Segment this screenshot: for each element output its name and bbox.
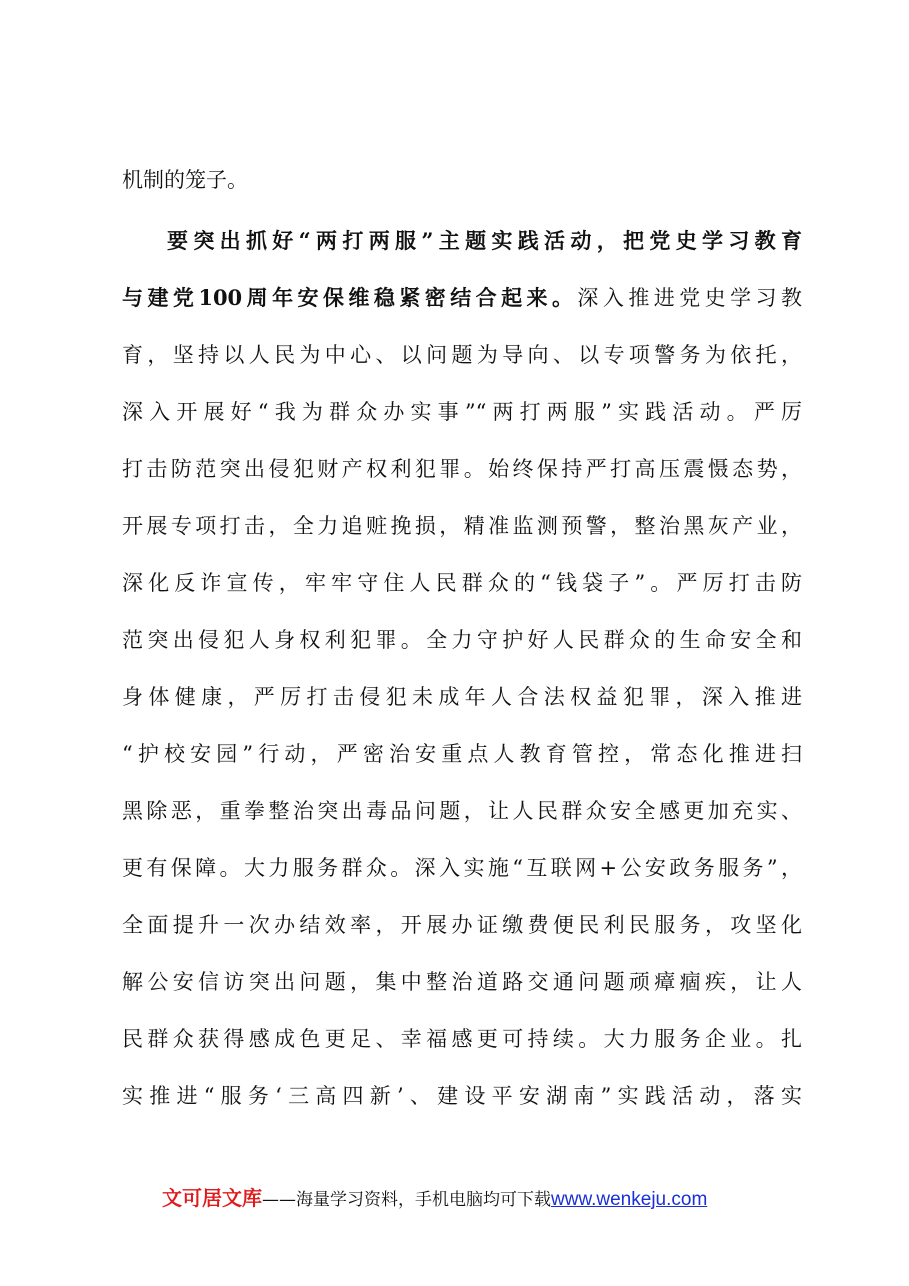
text-line-12: 黑除恶，重拳整治突出毒品问题，让人民群众安全感更加充实、 — [122, 799, 802, 823]
text-line-1: 机制的笼子。 — [122, 168, 248, 192]
footer-tagline: ——海量学习资料，手机电脑均可下载 — [262, 1190, 551, 1210]
text-line-11: “护校安园”行动，严密治安重点人教育管控，常态化推进扫 — [122, 742, 802, 766]
footer-brand: 文可居文库 — [162, 1186, 262, 1210]
text-line-5: 深入开展好“我为群众办实事”“两打两服”实践活动。严厉 — [122, 400, 802, 424]
text-line-3 — [122, 284, 802, 312]
footer-banner — [162, 1184, 782, 1212]
text-line-3-bold: 与建党100周年安保维稳紧密结合起来。 — [122, 285, 578, 310]
text-line-16: 民群众获得感成色更足、幸福感更可持续。大力服务企业。扎 — [122, 1027, 802, 1051]
text-line-6: 打击防范突出侵犯财产权利犯罪。始终保持严打高压震慑态势， — [122, 457, 802, 481]
text-line-2: 要突出抓好“两打两服”主题实践活动，把党史学习教育 — [167, 228, 802, 253]
text-line-10: 身体健康，严厉打击侵犯未成年人合法权益犯罪，深入推进 — [122, 685, 802, 709]
text-line-15: 解公安信访突出问题，集中整治道路交通问题顽瘴痼疾，让人 — [122, 970, 802, 994]
text-line-7: 开展专项打击，全力追赃挽损，精准监测预警，整治黑灰产业， — [122, 514, 802, 538]
text-line-14: 全面提升一次办结效率，开展办证缴费便民利民服务，攻坚化 — [122, 913, 802, 937]
footer-link[interactable]: www.wenkeju.com — [551, 1189, 708, 1210]
text-line-17: 实推进“服务‘三高四新’、建设平安湖南”实践活动，落实 — [122, 1084, 802, 1108]
text-line-13: 更有保障。大力服务群众。深入实施“互联网+公安政务服务”， — [122, 856, 802, 880]
text-line-3-rest: 深入推进党史学习教 — [577, 286, 802, 310]
text-line-8: 深化反诈宣传，牢牢守住人民群众的“钱袋子”。严厉打击防 — [122, 571, 802, 595]
text-line-9: 范突出侵犯人身权利犯罪。全力守护好人民群众的生命安全和 — [122, 628, 802, 652]
text-line-4: 育，坚持以人民为中心、以问题为导向、以专项警务为依托， — [122, 343, 802, 367]
